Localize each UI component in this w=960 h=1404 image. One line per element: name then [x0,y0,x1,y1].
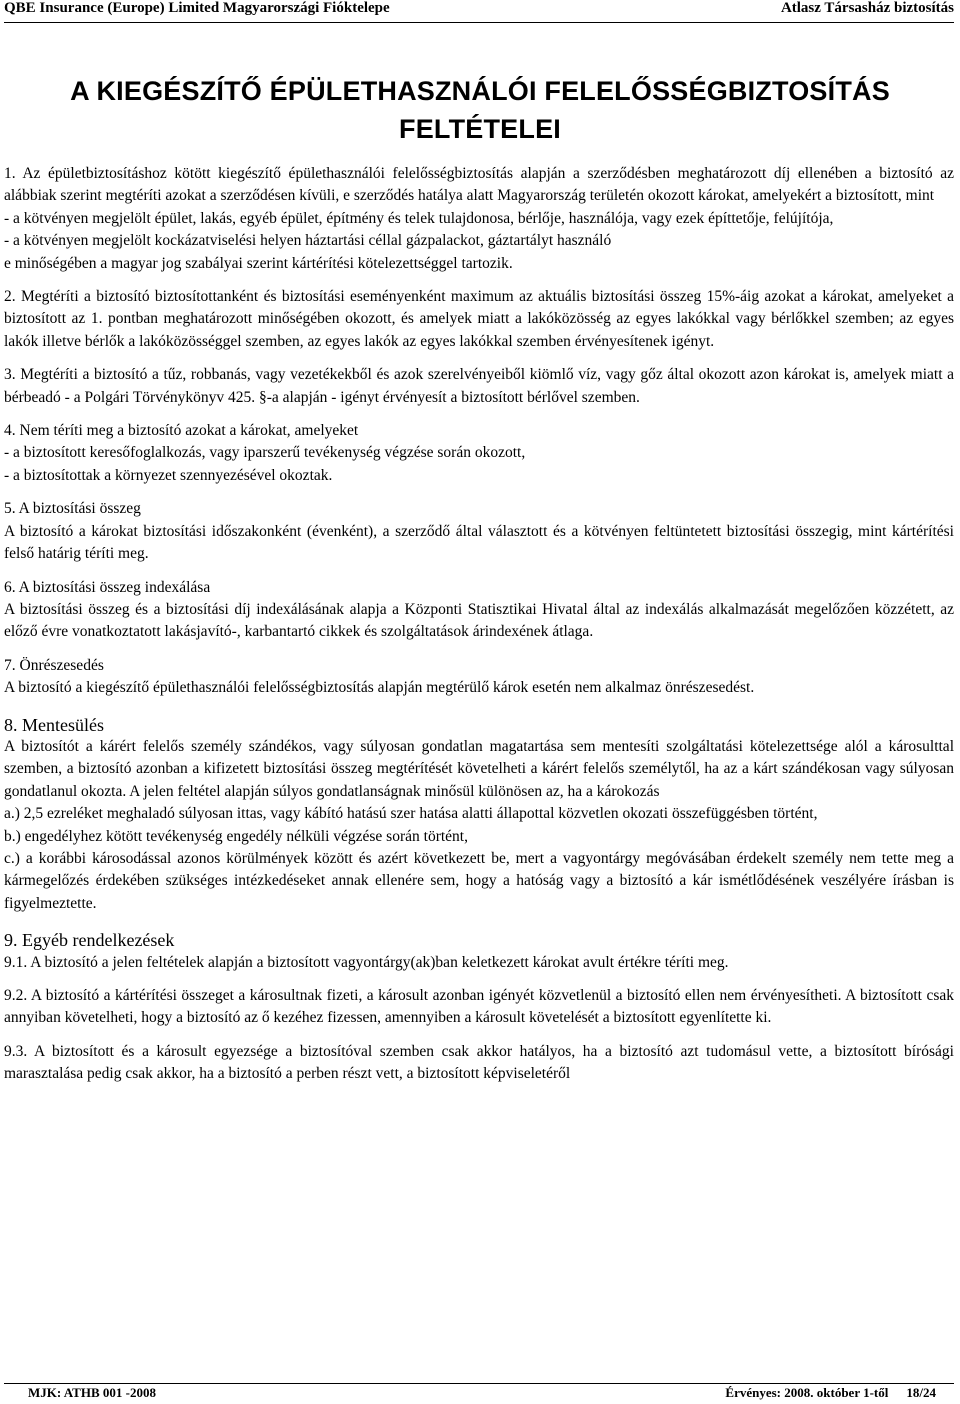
paragraph-4: 4. Nem téríti meg a biztosító azokat a károkat, amelyeket [4,422,359,440]
header-product: Atlasz Társasház biztosítás [780,0,954,16]
document-title [0,72,960,148]
footer-document-code: MJK: ATHB 001 -2008 [28,1385,156,1400]
footer-validity: Érvényes: 2008. október 1-től [725,1385,889,1400]
paragraph-1-closing: e minőségében a magyar jog szabályai szerint kártérítési kötelezettséggel tartozik. [4,254,513,272]
paragraph-1: 1. Az épületbiztosításhoz kötött kiegészítő épülethasználói felelősségbiztosítás alapján a szerződésben meghatározott díj ellenében a biztosító az alábbiak szerint megtéríti azokat a szerződésen kívüli, e szerződés hatálya alatt Magyarország területén okozott károkat, amelyekért a biztosított, mint [4,165,954,205]
paragraph-6: A biztosítási összeg és a biztosítási díj indexálásának alapja a Központi Statisztikai Hivatal által az indexálás alkalmazását megelőzően közzétett, az előző évre vonatkoztatott lakásjavító-, karbantartó cikkek és szolgáltatások árindexének átlaga. [4,600,954,641]
section-5-heading: 5. A biztosítási összeg [4,500,141,518]
paragraph-1-item-a: - a kötvényen megjelölt épület, lakás, egyéb épület, építmény és telek tulajdonosa, bérlője, használója, vagy ezek építtetője, felújítója, [4,209,834,227]
paragraph-4-item-b: - a biztosítottak a környezet szennyezésével okoztak. [4,466,333,484]
paragraph-1-item-b: - a kötvényen megjelölt kockázatviselési helyen háztartási céllal gázpalackot, gáztartályt használó [4,232,612,250]
page-footer [4,1383,954,1404]
title-line-1: A KIEGÉSZÍTŐ ÉPÜLETHASZNÁLÓI FELELŐSSÉGBIZTOSÍTÁS [70,76,890,106]
title-line-2: FELTÉTELEI [399,114,561,144]
paragraph-8-item-c: c.) a korábbi károsodással azonos körülmények között és azért következett be, mert a vagyontárgy megóvásában érdekelt személy nem tette meg a kármegelőzés érdekében szükséges intézkedéseket annak ellenére sem, hogy a hatóság vagy a biztosító a kár ismétlődésének veszélyére írásban is figyelmeztette. [4,849,954,912]
paragraph-9-2: 9.2. A biztosító a kártérítési összeget a károsultnak fizeti, a károsult azonban igényét közvetlenül a biztosító ellen nem érvényesítheti. A biztosított csak annyiban követelheti, hogy a biztosító az ő kezéhez fizessen, amennyiben a károsult követelését a biztosított egyenlítette ki. [4,987,954,1027]
paragraph-4-item-a: - a biztosított keresőfoglalkozás, vagy iparszerű tevékenység végzése során okozott, [4,444,526,462]
section-8-heading: 8. Mentesülés [4,714,104,735]
paragraph-9-1: 9.1. A biztosító a jelen feltételek alapján a biztosított vagyontárgy(ak)ban keletkezett károkat avult értékre téríti meg. [4,953,729,971]
footer-page-number: 18/24 [906,1385,936,1400]
paragraph-7: A biztosító a kiegészítő épülethasználói felelősségbiztosítás alapján megtérülő károk esetén nem alkalmaz önrészesedést. [4,679,755,697]
section-9-heading: 9. Egyéb rendelkezések [4,930,175,951]
paragraph-3: 3. Megtéríti a biztosító a tűz, robbanás, vagy vezetékekből és azok szerelvényeiből kiömlő víz, vagy gőz által okozott azon károkat is, amelyek miatt a bérbeadó - a Polgári Törvénykönyv 425. §-a alapján - igényt érvényesít a biztosított bérlővel szemben. [4,366,954,406]
paragraph-8-item-b: b.) engedélyhez kötött tevékenység engedély nélküli végzése során történt, [4,827,468,845]
section-6-heading: 6. A biztosítási összeg indexálása [4,578,211,596]
section-7-heading: 7. Önrészesedés [4,656,104,674]
footer-right [707,1385,936,1401]
header-company: QBE Insurance (Europe) Limited Magyarországi Fióktelepe [4,0,390,16]
paragraph-8: A biztosítót a kárért felelős személy szándékos, vagy súlyosan gondatlan magatartása sem mentesíti szolgáltatási kötelezettsége alól a károsulttal szemben, a biztosító azonban a kifizetett biztosítási összeg megtérítését követelheti a kárért felelős személytől, ha az a kárt szándékosan vagy súlyosan gondatlanul okozta. A jelen feltétel alapján súlyos gondatlanságnak minősül különösen az, ha a károkozás [4,737,954,800]
page-header [4,0,954,23]
paragraph-9-3: 9.3. A biztosított és a károsult egyezsége a biztosítóval szemben csak akkor hatályos, ha a biztosító azt tudomásul vette, a biztosított bírósági marasztalása pedig csak akkor, ha a biztosító a perben részt vett, a biztosított képviseletéről [4,1042,954,1083]
paragraph-5: A biztosító a károkat biztosítási időszakonként (évenként), a szerződő által választott és a kötvényen feltüntetett biztosítási összegig, mint kártérítési felső határig téríti meg. [4,522,954,563]
paragraph-2: 2. Megtéríti a biztosító biztosítottanként és biztosítási eseményenként maximum az aktuális biztosítási összeg 15%-áig azokat a károkat, amelyeket a biztosított az 1. pontban meghatározott minőségében okozott, és amelyek miatt a lakóközösség az egyes lakókkal vagy bérlőkkel szemben; az egyes lakók illetve bérlők a lakóközösséggel szemben, az egyes lakók az egyes lakókkal szemben érvényesítenek igényt. [4,288,954,350]
document-body [4,163,954,1086]
paragraph-8-item-a: a.) 2,5 ezreléket meghaladó súlyosan ittas, vagy kábító hatású szer hatása alatti állapottal közvetlen okozati összefüggésben történt, [4,805,818,823]
